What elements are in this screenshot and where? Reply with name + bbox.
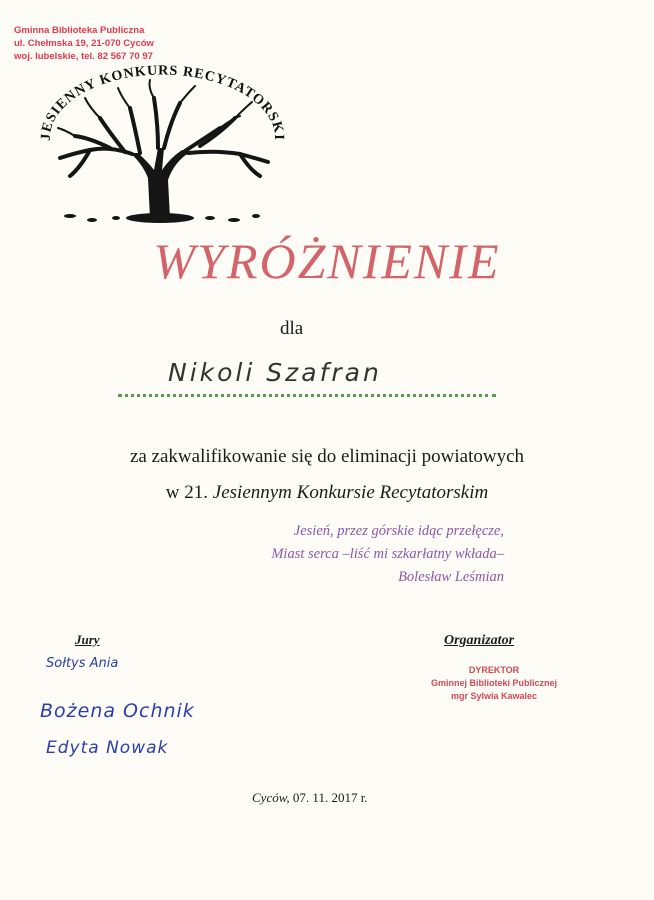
- poem-author: Bolesław Leśmian: [398, 569, 504, 585]
- organizer-label: Organizator: [444, 633, 515, 648]
- for-label: dla: [280, 318, 304, 339]
- jury-signature-2: Bożena Ochnik: [40, 700, 195, 722]
- contest-line: [0, 482, 654, 504]
- poem-quote: [271, 520, 504, 589]
- contest-prefix: w 21.: [165, 482, 209, 503]
- org-stamp-line-1: DYREKTOR: [468, 665, 520, 675]
- contest-name: Jesiennym Konkursie Recytatorskim: [212, 482, 489, 503]
- organizer-stamp: [424, 664, 564, 703]
- reason-text: za zakwalifikowanie się do eliminacji powiatowych: [129, 446, 525, 467]
- stamp-line-3: woj. lubelskie, tel. 82 567 70 97: [14, 51, 153, 62]
- tree-logo: [30, 58, 290, 233]
- poem-line-2: Miast serca –liść mi szkarłatny wkłada–: [271, 546, 504, 562]
- recipient-name: Nikoli Szafran: [168, 358, 382, 387]
- logo-text: JESIENNY KONKURS RECYTATORSKI: [38, 63, 287, 141]
- place: Cyców,: [252, 790, 290, 805]
- poem-line-1: Jesień, przez górskie idąc przełęcze,: [293, 523, 504, 539]
- stamp-line-2: ul. Chełmska 19, 21-070 Cyców: [14, 38, 154, 49]
- org-stamp-line-3: mgr Sylwia Kawalec: [450, 691, 538, 701]
- jury-signature-1: Sołtys Ania: [46, 656, 119, 671]
- date: 07. 11. 2017 r.: [292, 790, 368, 805]
- diploma-title: WYRÓŻNIENIE: [153, 233, 501, 289]
- place-date: [252, 790, 368, 806]
- jury-signature-3: Edyta Nowak: [46, 738, 169, 758]
- name-dotted-line: [118, 394, 496, 397]
- org-stamp-line-2: Gminnej Biblioteki Publicznej: [430, 678, 558, 688]
- svg-text:JESIENNY KONKURS RECYTATORSKI: [39, 64, 286, 141]
- stamp-line-1: Gminna Biblioteka Publiczna: [14, 25, 145, 36]
- jury-label: Jury: [75, 632, 100, 647]
